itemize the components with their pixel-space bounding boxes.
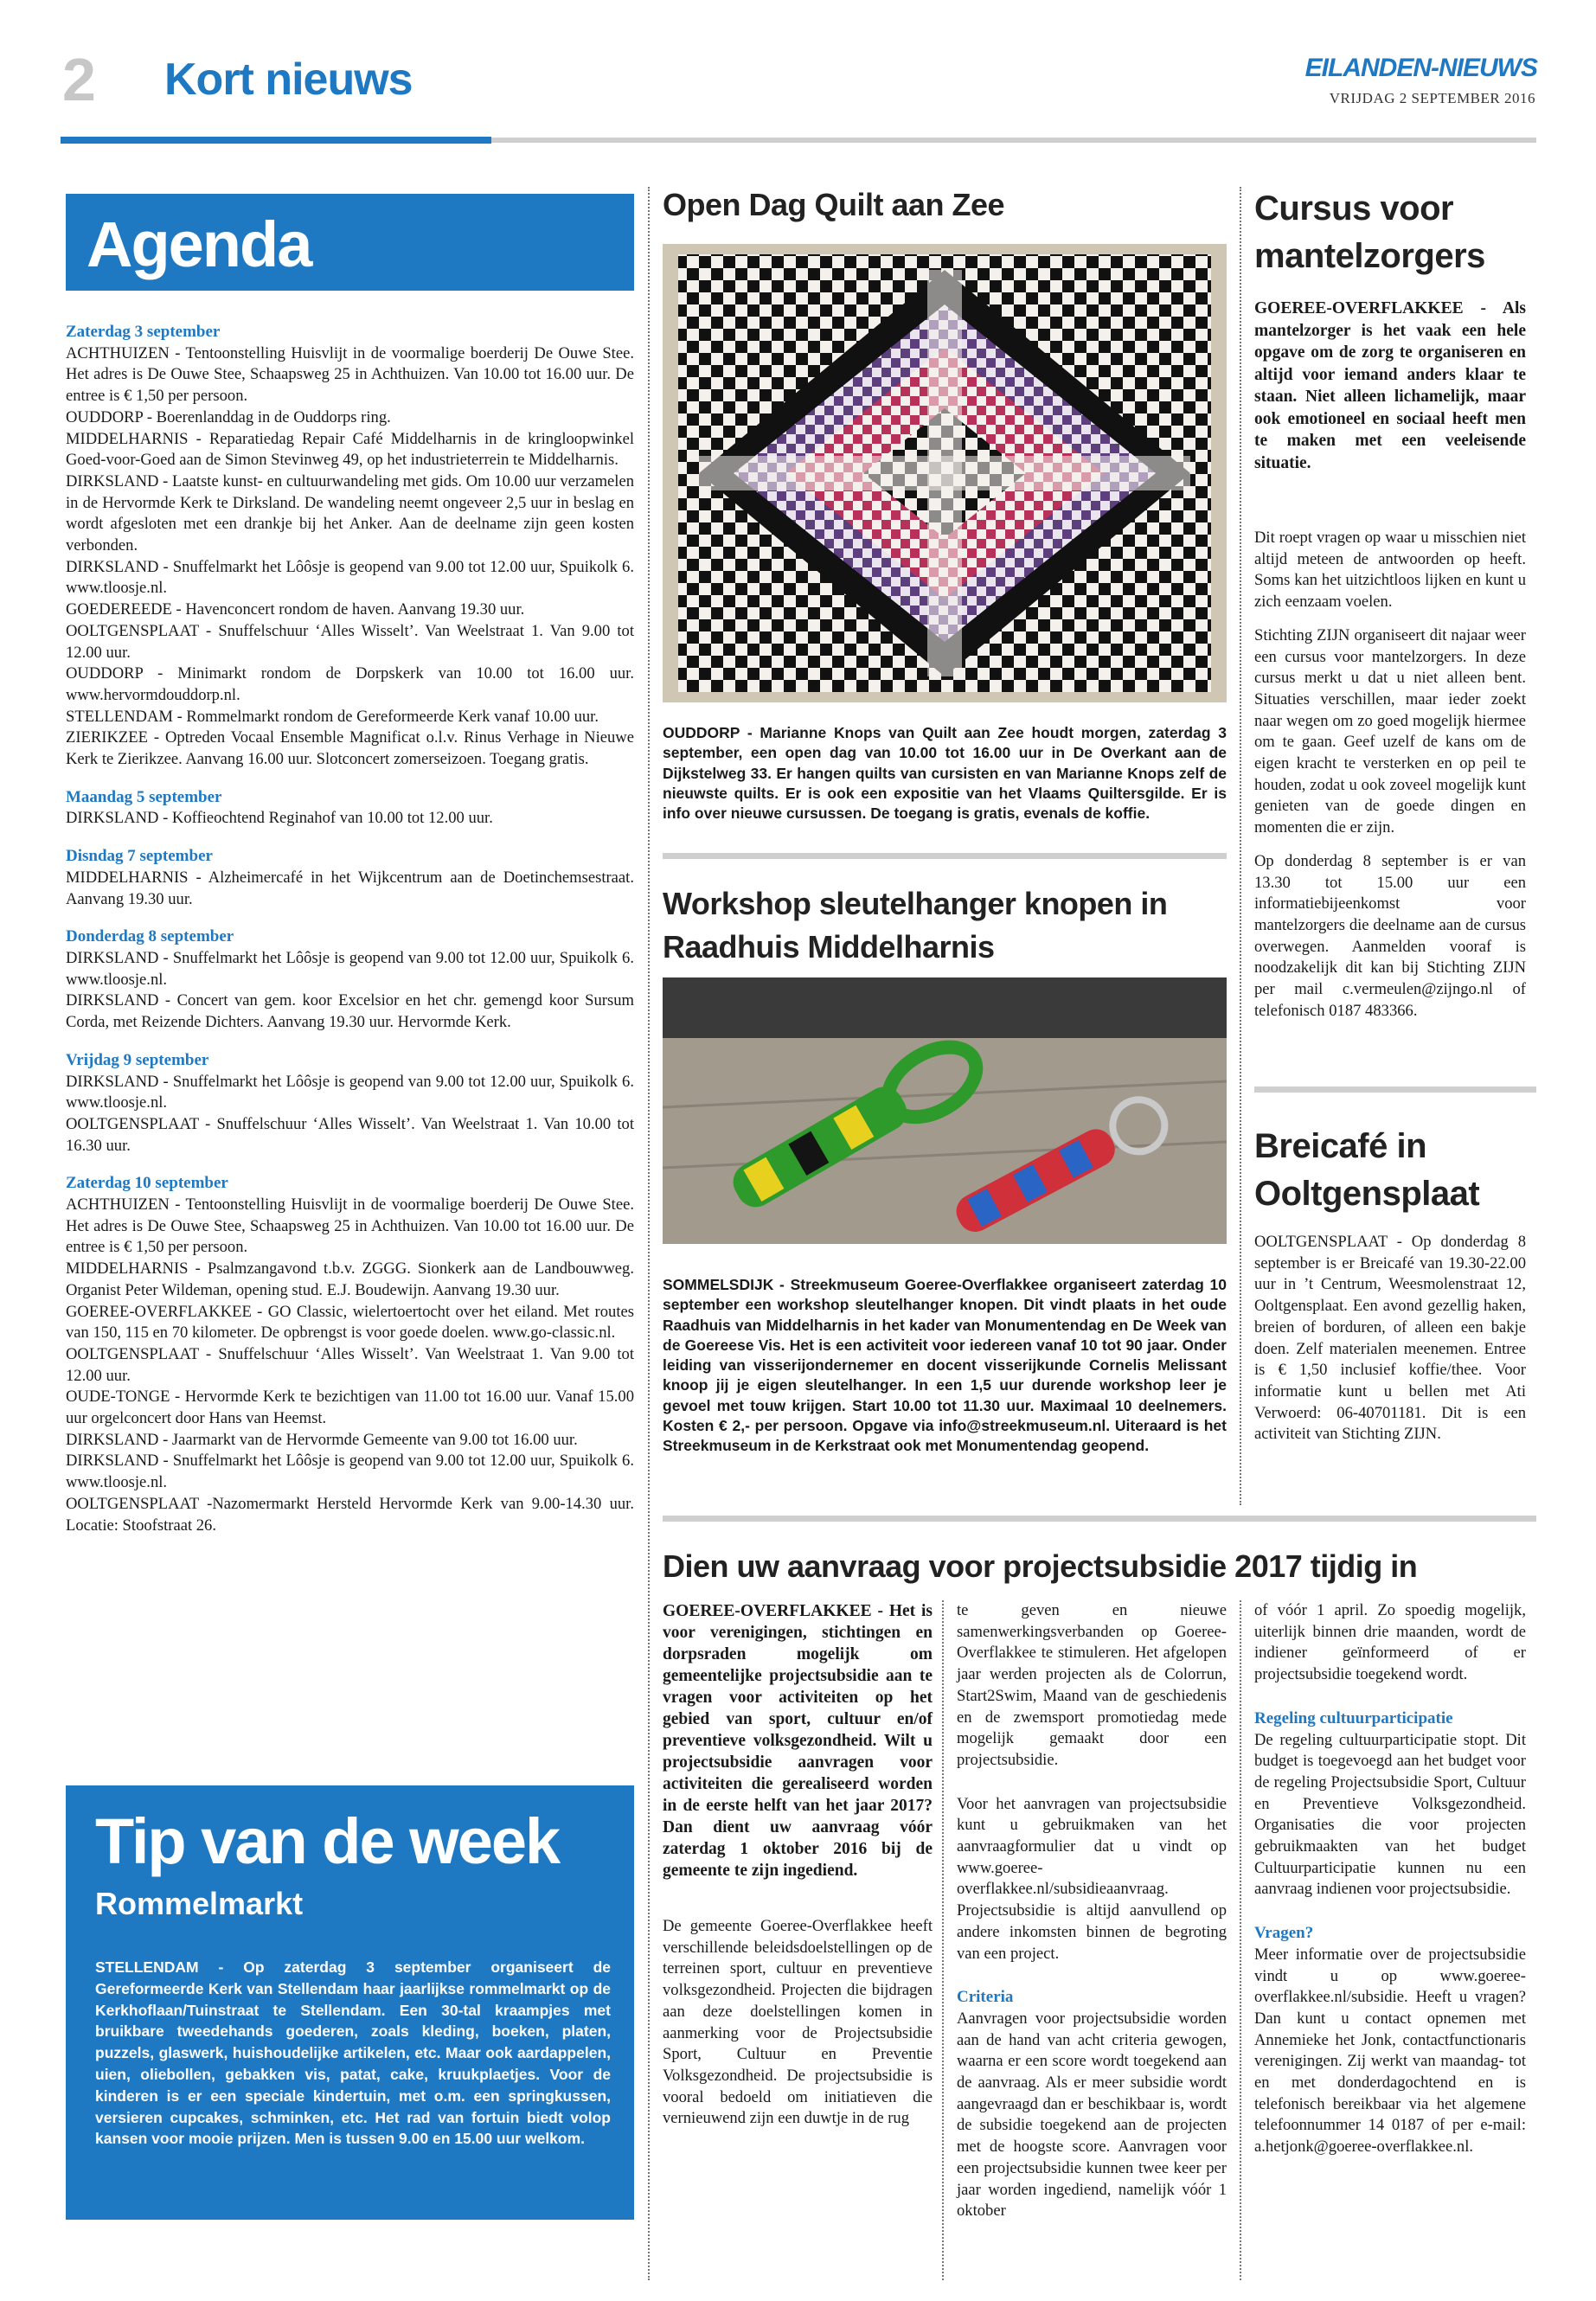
newspaper-logo: EILANDEN-NIEUWS	[1304, 54, 1537, 82]
subsidie-column-1	[663, 1600, 933, 2130]
agenda-day-heading: Zaterdag 3 september	[66, 323, 221, 341]
agenda-item: MIDDELHARNIS - Reparatiedag Repair Café Middelharnis in de kringloopwinkel Goed-voor-Goed aan de Simon Stevinweg 49, op het industrieterrein te Middelharnis.	[66, 429, 634, 470]
page-number: 2	[62, 46, 96, 113]
agenda-item: DIRKSLAND - Jaarmarkt van de Hervormde Gemeente van 9.00 tot 16.00 uur.	[66, 1430, 578, 1449]
tip-body: STELLENDAM - Op zaterdag 3 september organiseert de Gereformeerde Kerk van Stellendam haar jaarlijkse rommelmarkt op de Kerkhoflaan/Tuinstraat te Stellendam. Een 30-tal kraampjes met bruikbare tweedehands goederen, zoals kleding, boeken, platen, puzzels, glaswerk, huishoudelijke artikelen, etc. Maar ook aardappelen, uien, oliebollen, gebakken vis, patat, cake, kruukplaetjes. Voor de kinderen is er een speciale kindertuin, met o.m. een springkussen, versieren cupcakes, schminken, etc. Het rad van fortuin biedt volop kansen voor mooie prijzen. Men is tussen 9.00 en 15.00 uur welkom.	[95, 1958, 611, 2148]
quilt-illustration	[663, 244, 1227, 702]
agenda-item: OOLTGENSPLAAT - Snuffelschuur ‘Alles Wisselt’. Van Weelstraat 1. Van 9.00 tot 12.00 uur.	[66, 1344, 634, 1385]
agenda-item: ACHTHUIZEN - Tentoonstelling Huisvlijt in de voormalige boerderij De Ouwe Stee. Het adres is De Ouwe Stee, Schaapsweg 25 in Achthuizen. Van 10.00 tot 16.00 uur. De entree is € 1,50 per persoon.	[66, 1195, 634, 1257]
breicafe-body: OOLTGENSPLAAT - Op donderdag 8 september is er Breicafé van 19.30-22.00 uur in ’t Centrum, Weesmolenstraat 12, Ooltgensplaat. Een avond gezellig haken, breien of borduren, of alleen een bakje doen. Zelf materialen meenemen. Entree is € 1,50 inclusief koffie/thee. Voor informatie kunt u bellen met Ati Verwoerd: 06-40701181. Dit is een activiteit van Stichting ZIJN.	[1254, 1233, 1526, 1444]
subsidie-column-3	[1254, 1600, 1526, 2170]
keychain-illustration	[663, 977, 1227, 1244]
keychain-photo	[663, 977, 1227, 1244]
agenda-item: DIRKSLAND - Concert van gem. koor Excelsior en het chr. gemengd koor Sursum Corda, met Reizende Dichters. Aanvang 19.30 uur. Hervormde Kerk.	[66, 991, 634, 1032]
cursus-paragraph: Op donderdag 8 september is er van 13.30 tot 15.00 uur een informatiebijeenkomst voor mantelzorgers die deelname aan de cursus overwegen. Aanmelden vooraf is noodzakelijk dit kan bij Stichting ZIJN per mail c.vermeulen@zijngo.nl of telefonisch 0187 483366.	[1254, 851, 1526, 1020]
tip-title: Tip van de week	[95, 1805, 560, 1877]
issue-date: VRIJDAG 2 SEPTEMBER 2016	[1329, 90, 1535, 106]
subsidie-column-2	[957, 1600, 1227, 2234]
agenda-item: DIRKSLAND - Koffieochtend Reginahof van 10.00 tot 12.00 uur.	[66, 809, 493, 828]
agenda-item: DIRKSLAND - Snuffelmarkt het Lôôsje is geopend van 9.00 tot 12.00 uur, Spuikolk 6. www.tloosje.nl.	[66, 557, 634, 598]
regeling-subheading: Regeling cultuurparticipatie	[1254, 1708, 1453, 1727]
divider-bar	[1254, 1086, 1536, 1093]
agenda-item: DIRKSLAND - Laatste kunst- en cultuurwandeling met gids. Om 10.00 uur verzamelen in de Hervormde Kerk te Dirksland. De wandeling neemt ongeveer 2,5 uur in beslag en wordt afgesloten met een drankje bij het Anker. Aan de deelname zijn geen kosten verbonden.	[66, 471, 634, 555]
agenda-item: ZIERIKZEE - Optreden Vocaal Ensemble Magnificat o.l.v. Rinus Verhage in Nieuwe Kerk te Zierikzee. Aanvang 16.00 uur. Slotconcert zomerseizoen. Toegang gratis.	[66, 728, 634, 769]
agenda-item: OOLTGENSPLAAT - Snuffelschuur ‘Alles Wisselt’. Van Weelstraat 1. Van 9.00 tot 12.00 uur.	[66, 621, 634, 662]
agenda-item: DIRKSLAND - Snuffelmarkt het Lôôsje is geopend van 9.00 tot 12.00 uur, Spuikolk 6. www.tloosje.nl.	[66, 948, 634, 989]
agenda-item: OOLTGENSPLAAT -Nazomermarkt Hersteld Hervormde Kerk van 9.00-14.30 uur. Locatie: Stoofstraat 26.	[66, 1494, 634, 1535]
header-rule-blue	[61, 137, 491, 144]
subsidie-paragraph: te geven en nieuwe samenwerkingsverbanden op Goeree-Overflakkee te stimuleren. Het afgelopen jaar werden projecten als de Colorrun, Start2Swim, Maand van de geschiedenis en de zwemsport promotiedag mede mogelijk gemaakt door een projectsubsidie.	[957, 1601, 1227, 1769]
tip-box	[66, 1785, 634, 2220]
criteria-subheading: Criteria	[957, 1988, 1014, 2007]
quilt-caption: OUDDORP - Marianne Knops van Quilt aan Zee houdt morgen, zaterdag 3 september, een open dag van 10.00 tot 16.00 uur in De Overkant aan de Dijkstelweg 33. Er hangen quilts van cursisten en van Marianne Knops zelf de nieuwste quilts. Er is ook een expositie van het Vlaams Quiltersgilde. Er is info over nieuwe cursussen. De toegang is gratis, evenals de koffie.	[663, 724, 1227, 823]
agenda-item: STELLENDAM - Rommelmarkt rondom de Gereformeerde Kerk vanaf 10.00 uur.	[66, 707, 599, 726]
subsidie-headline: Dien uw aanvraag voor projectsubsidie 2017 tijdig in	[663, 1548, 1418, 1584]
divider-bar	[663, 853, 1227, 859]
column-divider	[1240, 1600, 1241, 2280]
agenda-list	[66, 322, 634, 1536]
column-divider	[1240, 187, 1241, 1505]
vragen-subheading: Vragen?	[1254, 1924, 1314, 1943]
agenda-title: Agenda	[87, 208, 311, 280]
workshop-caption: SOMMELSDIJK - Streekmuseum Goeree-Overflakkee organiseert zaterdag 10 september een workshop sleutelhanger knopen. Dit vindt plaats in het oude Raadhuis van Middelharnis in het kader van Monumentendag en De Week van de Goereese Vis. Het is een activiteit voor iedereen vanaf 10 tot 90 jaar. Onder leiding van visserijondernemer en docent visserijkunde Cornelis Melissant knoop jij je eigen sleutelhanger. In een 1,5 uur durende workshop leer je gevoel met touw krijgen. Start 10.00 tot 11.30 uur. Maximaal 10 deelnemers. Kosten € 2,- per persoon. Opgave via info@streekmuseum.nl. Uiteraard is het Streekmuseum in de Kerkstraat ook met Monumentendag geopend.	[663, 1276, 1227, 1455]
agenda-day-heading: Vrijdag 9 september	[66, 1050, 209, 1069]
agenda-item: DIRKSLAND - Snuffelmarkt het Lôôsje is geopend van 9.00 tot 12.00 uur, Spuikolk 6. www.tloosje.nl.	[66, 1452, 634, 1492]
cursus-paragraph: Dit roept vragen op waar u misschien niet altijd meteen de antwoorden op heeft. Soms kan het uitzichtloos lijken en kunt u zich eenzaam voelen.	[1254, 529, 1526, 612]
tip-subtitle: Rommelmarkt	[95, 1886, 304, 1921]
cursus-lead: GOEREE-OVERFLAKKEE - Als mantelzorger is het vaak een hele opgave om de zorg te organiseren en altijd voor iemand anders klaar te staan. Niet alleen lichamelijk, maar ook emotioneel en sociaal heeft men te maken met een veeleisende situatie.	[1254, 299, 1526, 472]
subsidie-paragraph: De regeling cultuurparticipatie stopt. Dit budget is toegevoegd aan het budget voor de regeling Projectsubsidie Sport, Cultuur en Preventieve Volksgezondheid. Organisaties die voor projecten gebruikmaakten van het budget Cultuurparticipatie kunnen nu een aanvraag indienen voor projectsubsidie.	[1254, 1730, 1526, 1899]
agenda-item: ACHTHUIZEN - Tentoonstelling Huisvlijt in de voormalige boerderij De Ouwe Stee. Het adres is De Ouwe Stee, Schaapsweg 25 in Achthuizen. Van 10.00 tot 16.00 uur. De entree is € 1,50 per persoon.	[66, 343, 634, 406]
quilt-photo	[663, 244, 1227, 702]
agenda-day-heading: Zaterdag 10 september	[66, 1174, 228, 1193]
agenda-day-heading: Donderdag 8 september	[66, 927, 234, 946]
quilt-headline: Open Dag Quilt aan Zee	[663, 187, 1005, 222]
section-title: Kort nieuws	[164, 54, 413, 105]
agenda-day-heading: Disndag 7 september	[66, 847, 213, 866]
header-rule-grey	[491, 138, 1536, 143]
agenda-item: MIDDELHARNIS - Alzheimercafé in het Wijkcentrum aan de Doetinchemsestraat. Aanvang 19.30 uur.	[66, 868, 634, 908]
subsidie-lead: GOEREE-OVERFLAKKEE - Het is voor verenigingen, stichtingen en dorpsraden mogelijk om gemeentelijke projectsubsidie aan te vragen voor activiteiten op het gebied van sport, cultuur en/of preventieve volksgezondheid. Wilt u projectsubsidie aanvragen voor activiteiten die gerealiseerd worden in de eerste helft van het jaar 2017? Dan dient uw aanvraag vóór zaterdag 1 oktober 2016 bij de gemeente te zijn ingediend.	[663, 1602, 933, 1880]
subsidie-paragraph: of vóór 1 april. Zo spoedig mogelijk, uiterlijk binnen drie maanden, wordt de indiener geïnformeerd of er projectsubsidie toegekend wordt.	[1254, 1601, 1526, 1684]
subsidie-paragraph: De gemeente Goeree-Overflakkee heeft verschillende beleidsdoelstellingen op de terreinen sport, cultuur en preventieve volksgezondheid. Projecten die bijdragen aan deze doelstellingen komen in aanmerking voor de Projectsubsidie Sport, Cultuur en Preventie Volksgezondheid. De projectsubsidie is vooral bedoeld om initiatieven die vernieuwend zijn een duwtje in de rug	[663, 1917, 933, 2128]
agenda-item: OUDDORP - Boerenlanddag in de Ouddorps ring.	[66, 407, 391, 426]
agenda-item: OUDDORP - Minimarkt rondom de Dorpskerk van 10.00 tot 16.00 uur. www.hervormdouddorp.nl.	[66, 664, 634, 704]
column-divider	[648, 187, 650, 2280]
breicafe-headline: Breicafé in Ooltgensplaat	[1254, 1127, 1480, 1213]
divider-bar	[663, 1516, 1536, 1522]
agenda-item: GOEREE-OVERFLAKKEE - GO Classic, wielertoertocht over het eiland. Met routes van 150, 115 en 70 kilometer. De opbrengst is voor goede doelen. www.go-classic.nl.	[66, 1302, 634, 1343]
subsidie-paragraph: Aanvragen voor projectsubsidie worden aan de hand van acht criteria gewogen, waarna er een score wordt toegekend aan de aanvraag. Als er meer subsidie wordt aangevraagd dan er beschikbaar is, wordt de subsidie toegekend aan de projecten met de hoogste score. Aanvragen voor een projectsubsidie kunnen twee keer per jaar worden ingediend, namelijk vóór 1 oktober	[957, 2009, 1227, 2221]
agenda-item: OOLTGENSPLAAT - Snuffelschuur ‘Alles Wisselt’. Van Weelstraat 1. Van 10.00 tot 16.30 uur.	[66, 1114, 634, 1155]
agenda-day-heading: Maandag 5 september	[66, 787, 222, 806]
column-divider	[942, 1600, 944, 2280]
workshop-headline: Workshop sleutelhanger knopen in Raadhuis Middelharnis	[663, 886, 1168, 965]
agenda-item: MIDDELHARNIS - Psalmzangavond t.b.v. ZGGG. Sionkerk aan de Landbouwweg. Organist Peter Wildeman, opening stud. E.J. Boudewijn. Aanvang 19.30 uur.	[66, 1259, 634, 1299]
cursus-body	[1254, 528, 1526, 1034]
subsidie-paragraph: Meer informatie over de projectsubsidie vindt u op www.goeree-overflakkee.nl/subsidie. Heeft u vragen? Dan kunt u contact opnemen met Annemieke het Jonk, contactfunctionaris verenigingen. Zij werkt van maandag- tot en met donderdagochtend en is telefonisch bereikbaar via het algemene telefoonnummer 14 0187 of per e-mail: a.hetjonk@goeree-overflakkee.nl.	[1254, 1945, 1526, 2157]
subsidie-paragraph: Voor het aanvragen van projectsubsidie kunt u gebruikmaken van het aanvraagformulier dat u vindt op www.goeree-overflakkee.nl/subsidieaanvraag. Projectsubsidie is altijd aanvullend op andere inkomsten binnen de begroting van een project.	[957, 1794, 1227, 1963]
agenda-item: GOEDEREEDE - Havenconcert rondom de haven. Aanvang 19.30 uur.	[66, 600, 525, 619]
cursus-headline: Cursus voor mantelzorgers	[1254, 189, 1485, 275]
cursus-paragraph: Stichting ZIJN organiseert dit najaar weer een cursus voor mantelzorgers. In deze cursus merkt u dat u niet alleen bent. Situaties verschillen, maar ieder zoekt naar wegen om zo goed mogelijk hiermee om te gaan. Geef uzelf de kans om de eigen kracht te versterken en op peil te houden, zodat u ook zoveel mogelijk kunt genieten van de goede dingen en momenten die er zijn.	[1254, 625, 1526, 837]
agenda-item: OUDE-TONGE - Hervormde Kerk te bezichtigen van 11.00 tot 16.00 uur. Vanaf 15.00 uur orgelconcert door Hans van Heemst.	[66, 1388, 634, 1428]
agenda-item: DIRKSLAND - Snuffelmarkt het Lôôsje is geopend van 9.00 tot 12.00 uur, Spuikolk 6. www.tloosje.nl.	[66, 1072, 634, 1112]
